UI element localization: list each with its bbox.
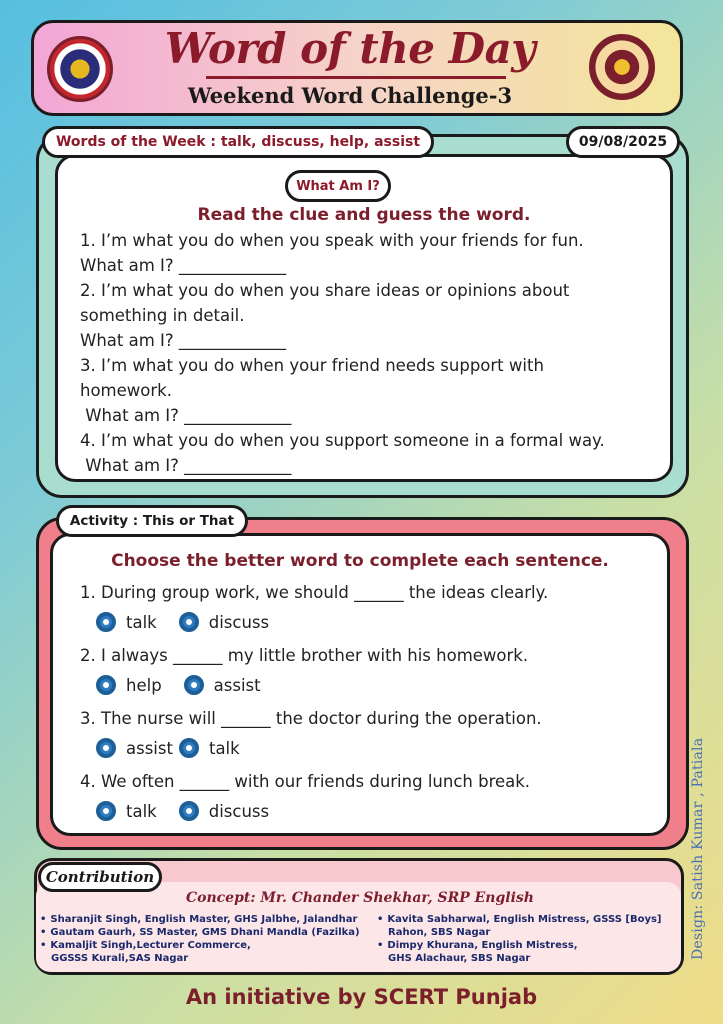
contributors-left xyxy=(40,913,360,965)
clue-line: 1. I’m what you do when you speak with your friends for fun. xyxy=(80,231,584,250)
page-subtitle: Weekend Word Challenge-3 xyxy=(187,83,513,108)
radio-icon[interactable] xyxy=(184,675,204,695)
option-talk[interactable]: talk xyxy=(96,801,157,821)
radio-icon[interactable] xyxy=(96,612,116,632)
this-or-that-heading: Choose the better word to complete each sentence. xyxy=(111,551,609,571)
option-talk[interactable]: talk xyxy=(96,612,157,632)
contributor: • Sharanjit Singh, English Master, GHS Jalbhe, Jalandhar xyxy=(40,913,360,926)
design-credit: Design: Satish Kumar , Patiala xyxy=(690,737,706,960)
radio-icon[interactable] xyxy=(96,738,116,758)
contribution-tag: Contribution xyxy=(38,862,162,892)
options-row-1 xyxy=(96,612,269,632)
concept-credit: Concept: Mr. Chander Shekhar, SRP English xyxy=(186,890,534,906)
options-row-4 xyxy=(96,801,269,821)
sentence-1: 1. During group work, we should ______ the ideas clearly. xyxy=(80,583,549,602)
contributor: • Kavita Sabharwal, English Mistress, GSSS [Boys] xyxy=(377,913,662,926)
clue-line: 2. I’m what you do when you share ideas or opinions about xyxy=(80,281,570,300)
radio-icon[interactable] xyxy=(96,675,116,695)
option-help[interactable]: help xyxy=(96,675,162,695)
what-am-i-heading: Read the clue and guess the word. xyxy=(197,205,531,225)
title-underline xyxy=(206,76,506,79)
sentence-4: 4. We often ______ with our friends during lunch break. xyxy=(80,772,531,791)
options-row-2 xyxy=(96,675,261,695)
activity-tag: Activity : This or That xyxy=(56,505,248,537)
words-of-week-label: Words of the Week : talk, discuss, help, assist xyxy=(42,126,434,158)
contributor: • Gautam Gaurh, SS Master, GMS Dhani Mandla (Fazilka) xyxy=(40,926,360,939)
option-discuss[interactable]: discuss xyxy=(179,612,269,632)
options-row-3 xyxy=(96,738,240,758)
footer-initiative: An initiative by SCERT Punjab xyxy=(185,985,538,1009)
clue-line: something in detail. xyxy=(80,306,245,325)
date-badge: 09/08/2025 xyxy=(566,126,680,158)
radio-icon[interactable] xyxy=(96,801,116,821)
clue-line: 3. I’m what you do when your friend needs support with xyxy=(80,356,544,375)
english-circles-logo-icon xyxy=(589,34,655,100)
clue-line: homework. xyxy=(80,381,172,400)
answer-line: What am I? _____________ xyxy=(80,331,287,350)
radio-icon[interactable] xyxy=(179,801,199,821)
sentence-2: 2. I always ______ my little brother with his homework. xyxy=(80,646,529,665)
answer-line: What am I? _____________ xyxy=(80,406,292,425)
clue-line: 4. I’m what you do when you support someone in a formal way. xyxy=(80,431,605,450)
contributor-continued: GHS Alachaur, SBS Nagar xyxy=(388,953,531,964)
page-title: Word of the Day xyxy=(164,24,536,73)
radio-icon[interactable] xyxy=(179,612,199,632)
option-assist[interactable]: assist xyxy=(96,738,173,758)
sentence-3: 3. The nurse will ______ the doctor during the operation. xyxy=(80,709,542,728)
radio-icon[interactable] xyxy=(179,738,199,758)
answer-line: What am I? _____________ xyxy=(80,456,292,475)
option-assist[interactable]: assist xyxy=(184,675,261,695)
contributor: • Kamaljit Singh,Lecturer Commerce, xyxy=(40,939,360,952)
contributor: • Dimpy Khurana, English Mistress, xyxy=(377,939,662,952)
scert-logo-icon xyxy=(47,36,113,102)
answer-line: What am I? _____________ xyxy=(80,256,287,275)
option-talk[interactable]: talk xyxy=(179,738,240,758)
contributors-right xyxy=(377,913,662,965)
contributor-continued: GGSSS Kurali,SAS Nagar xyxy=(51,953,189,964)
what-am-i-tag: What Am I? xyxy=(285,170,391,202)
option-discuss[interactable]: discuss xyxy=(179,801,269,821)
contributor-continued: Rahon, SBS Nagar xyxy=(388,927,491,938)
